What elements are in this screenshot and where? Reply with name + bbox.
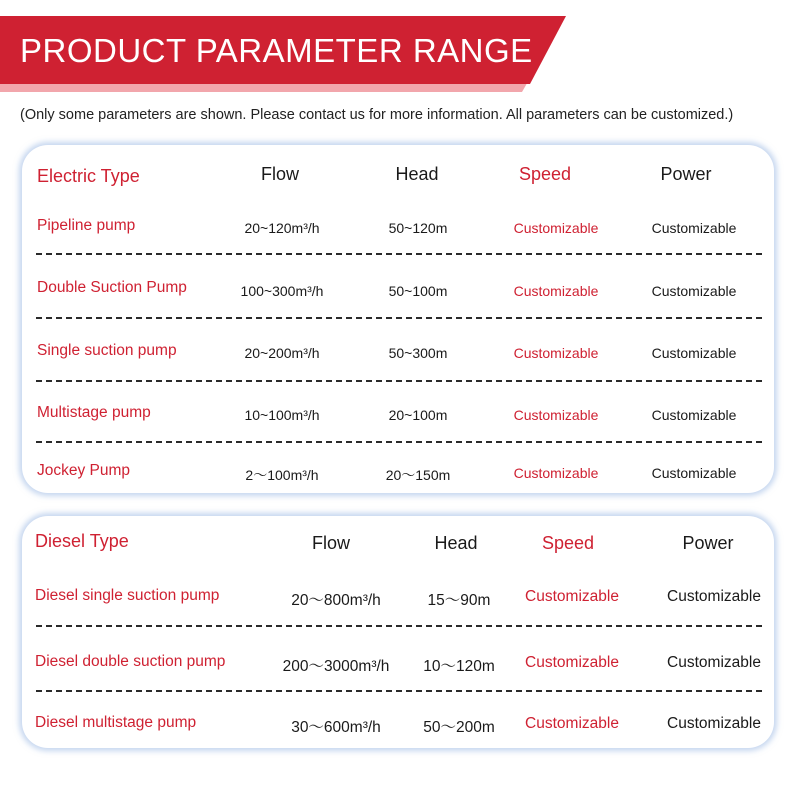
- speed-header: Speed: [541, 533, 595, 553]
- row-name-pipeline-pump: Pipeline pump: [37, 217, 136, 234]
- row-power: Customizable: [651, 465, 737, 481]
- row-divider: [36, 690, 762, 692]
- diesel-type-heading: Diesel Type: [35, 531, 129, 551]
- electric-type-heading: Electric Type: [37, 166, 140, 186]
- row-divider: [36, 317, 762, 319]
- row-power: Customizable: [651, 345, 737, 361]
- row-speed: Customizable: [513, 283, 599, 299]
- row-flow: 100~300m³/h: [240, 283, 324, 299]
- row-speed: Customizable: [513, 465, 599, 481]
- row-speed: Customizable: [513, 345, 599, 361]
- row-name-diesel-double-suction-pump: Diesel double suction pump: [35, 653, 226, 670]
- row-name-diesel-single-suction-pump: Diesel single suction pump: [35, 587, 220, 604]
- row-speed: Customizable: [525, 588, 619, 605]
- flow-header: Flow: [260, 164, 300, 184]
- row-power: Customizable: [667, 715, 761, 732]
- speed-header: Speed: [518, 164, 572, 184]
- row-name-single-suction-pump: Single suction pump: [37, 342, 177, 359]
- info-note: (Only some parameters are shown. Please contact us for more information. All parameters can be customized.): [20, 107, 734, 123]
- row-head: 20〜150m: [385, 467, 451, 483]
- page-title: PRODUCT PARAMETER RANGE: [20, 32, 533, 69]
- row-head: 50~300m: [388, 345, 448, 361]
- power-header: Power: [682, 533, 734, 553]
- diesel-type-table: [22, 516, 774, 748]
- row-name-double-suction-pump: Double Suction Pump: [37, 279, 187, 296]
- row-name-diesel-multistage-pump: Diesel multistage pump: [35, 714, 197, 731]
- power-header: Power: [660, 164, 712, 184]
- row-speed: Customizable: [513, 407, 599, 423]
- row-head: 50~100m: [388, 283, 448, 299]
- row-divider: [36, 380, 762, 382]
- row-flow: 20〜800m³/h: [291, 592, 381, 609]
- head-header: Head: [395, 164, 439, 184]
- row-head: 15〜90m: [427, 592, 491, 609]
- row-power: Customizable: [667, 588, 761, 605]
- row-power: Customizable: [667, 654, 761, 671]
- row-head: 20~100m: [388, 407, 448, 423]
- row-flow: 20~120m³/h: [244, 220, 320, 236]
- row-power: Customizable: [651, 407, 737, 423]
- row-head: 10〜120m: [423, 658, 495, 675]
- head-header: Head: [434, 533, 478, 553]
- row-divider: [36, 441, 762, 443]
- row-name-multistage-pump: Multistage pump: [37, 404, 151, 421]
- row-speed: Customizable: [513, 220, 599, 236]
- row-power: Customizable: [651, 220, 737, 236]
- row-flow: 20~200m³/h: [244, 345, 320, 361]
- row-flow: 200〜3000m³/h: [282, 658, 390, 675]
- title-banner: [0, 16, 600, 92]
- row-flow: 10~100m³/h: [244, 407, 320, 423]
- row-speed: Customizable: [525, 715, 619, 732]
- row-flow: 2〜100m³/h: [245, 467, 319, 483]
- flow-header: Flow: [311, 533, 351, 553]
- row-name-jockey-pump: Jockey Pump: [37, 462, 131, 479]
- row-head: 50~120m: [388, 220, 448, 236]
- row-divider: [36, 625, 762, 627]
- electric-type-table: [22, 145, 774, 493]
- row-power: Customizable: [651, 283, 737, 299]
- row-speed: Customizable: [525, 654, 619, 671]
- row-flow: 30〜600m³/h: [291, 719, 381, 736]
- row-head: 50〜200m: [423, 719, 495, 736]
- row-divider: [36, 253, 762, 255]
